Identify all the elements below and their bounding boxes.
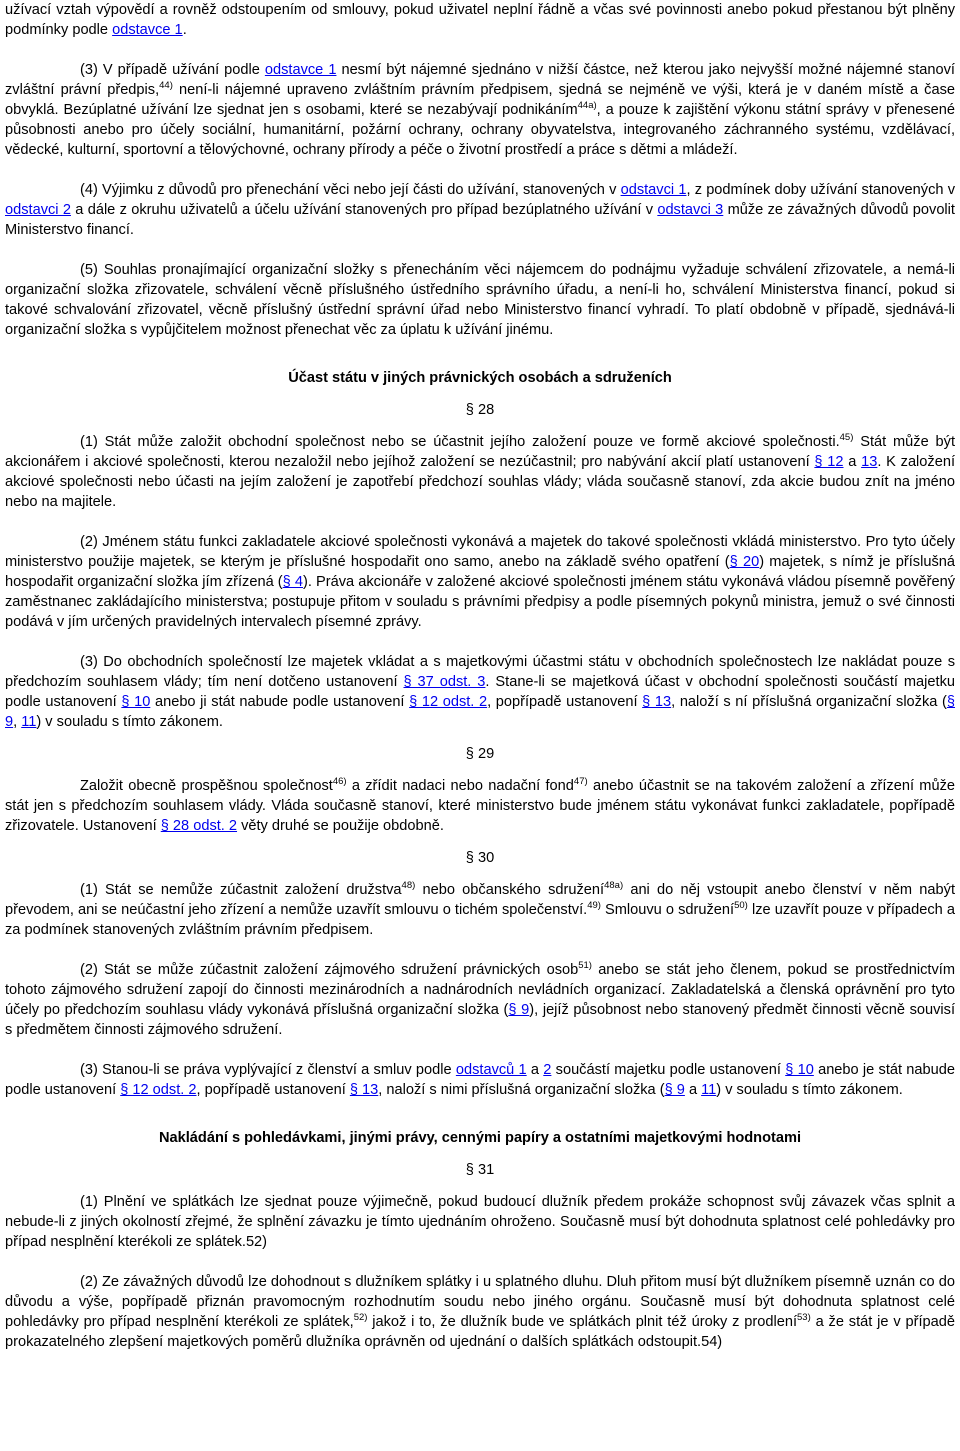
- link-par-10[interactable]: § 10: [121, 694, 151, 710]
- paragraph-30-2: [5, 960, 955, 1040]
- link-odstavci-1[interactable]: odstavci 1: [620, 182, 687, 198]
- text: věty druhé se použije obdobně.: [237, 818, 444, 834]
- text: ), jejíž působnost nebo stanovený předmět činnosti věcně souvisí s předmětem činnosti zájmového sdružení.: [5, 1002, 955, 1038]
- text: a: [526, 1062, 544, 1078]
- text: ). Práva akcionáře v založené akciové společnosti jménem státu vykonává vládou písemně pověřený zaměstnanec zakládajícího ministerstva; postupuje přitom v souladu s právními předpisy a podle písemných pokynů ministra, jemuž o své činnosti podává v jím určených pravidelných intervalech písemné zprávy.: [5, 574, 955, 630]
- text: , popřípadě ustanovení: [487, 694, 643, 710]
- footnote-ref: 46): [332, 776, 347, 787]
- text: , popřípadě ustanovení: [196, 1082, 350, 1098]
- paragraph-28-2: [5, 532, 955, 632]
- text: a dále z okruhu uživatelů a účelu užívání stanovených pro případ bezúplatného užívání v: [70, 202, 658, 218]
- text: (4) Výjimku z důvodů pro přenechání věci nebo její části do užívání, stanovených v: [80, 182, 621, 198]
- text: ) v souladu s tímto zákonem.: [36, 714, 223, 730]
- paragraph-27-4: [5, 180, 955, 240]
- link-par-11[interactable]: 11: [701, 1082, 717, 1098]
- text: (2) Ze závažných důvodů lze dohodnout s dlužníkem splátky i u splatného dluhu. Dluh přitom musí být dlužníkem písemně uznán co do důvodu a výše, popřípadě přiznán pravomocným rozhodnutím soudu nebo jiného orgánu. Současně musí být dohodnuta splatnost celé pohledávky pro případ nesplnění kterékoli ze splátek,: [5, 1274, 955, 1330]
- section-heading: Nakládání s pohledávkami, jinými právy, cennými papíry a ostatními majetkovými hodnotami: [158, 1130, 802, 1146]
- text: ,: [13, 714, 22, 730]
- text: anebo je stát nabude podle ustanovení: [5, 1062, 955, 1098]
- footnote-ref: 48a): [604, 880, 624, 891]
- link-par-28-2[interactable]: § 28 odst. 2: [160, 818, 238, 834]
- paragraph-29: [5, 776, 955, 836]
- link-par-9[interactable]: § 9: [508, 1002, 530, 1018]
- footnote-ref: 45): [839, 432, 854, 443]
- footnote-ref: 51): [578, 960, 592, 971]
- text: ) v souladu s tímto zákonem.: [716, 1082, 903, 1098]
- text: Založit obecně prospěšnou společnost: [80, 778, 333, 794]
- text: (1) Plnění ve splátkách lze sjednat pouze výjimečně, pokud budoucí dlužník předem prokáže schopnost svůj závazek včas splnit a nebude-li z jiných okolností zřejmé, že splnění závazku je tímto ujednáním ohroženo. Současně musí být dohodnuta splatnost celé pohledávky pro případ nesplnění kterékoli ze splátek.52): [5, 1194, 955, 1250]
- text: anebo účastnit se na takovém založení a zřízení může stát jen s předchozím souhlasem vlády. Vláda současně stanoví, které ministerstvo bude jménem státu vykonávat funkci zakladatele, popřípadě zřizovatele. Ustanovení: [5, 778, 955, 834]
- section-number-30: § 30: [465, 850, 495, 866]
- text: (3) V případě užívání podle: [80, 62, 265, 78]
- paragraph-30-3: [5, 1060, 955, 1100]
- text: užívací vztah výpovědí a rovněž odstoupením od smlouvy, pokud uživatel neplní řádně a včas své povinnosti anebo pokud přestanou být plněny podmínky podle: [5, 2, 955, 38]
- text: a: [843, 454, 862, 470]
- paragraph-intro: [5, 0, 955, 40]
- text: . K založení akciové společnosti nebo účasti na jejím založení je zapotřebí předchozí souhlas vlády; vláda současně stanoví, zda akcie budou znít na jméno nebo na majitele.: [5, 454, 956, 510]
- text: součástí majetku podle ustanovení: [551, 1062, 786, 1078]
- link-par-11[interactable]: 11: [21, 714, 37, 730]
- link-par-10[interactable]: § 10: [785, 1062, 814, 1078]
- text: ) majetek, s nímž je příslušná hospodařit organizační složka jím zřízená (: [5, 554, 955, 590]
- text: anebo se stát jeho členem, pokud se prostřednictvím tohoto zájmového sdružení zapojí do činnosti mezinárodních a nadnárodních nevládních organizací. Zakladatelská a členská oprávnění pro tyto účely po předchozím souhlasu vlády vykonává příslušná organizační složka (: [5, 962, 955, 1018]
- link-par-12-2[interactable]: § 12 odst. 2: [409, 694, 488, 710]
- paragraph-28-1: [5, 432, 955, 512]
- text: nebo občanského sdružení: [415, 882, 605, 898]
- footnote-ref: 52): [353, 1312, 368, 1323]
- footnote-ref: 47): [573, 776, 588, 787]
- text: a že stát je v případě prokazatelného zlepšení majetkových poměrů dlužníka oprávněn od ujednání o dalších splátkách odstoupit.54): [5, 1314, 955, 1350]
- section-number-28: § 28: [465, 402, 495, 418]
- text: není-li nájemné upraveno zvláštním právním předpisem, sjedná se nejméně ve výši, která je v daném místě a čase obvyklá. Bezúplatné užívání lze sjednat jen s osobami, které se nezabývají podnikáním: [5, 82, 955, 118]
- text: nesmí být nájemné sjednáno v nižší částce, než kterou jako nejvyšší možné nájemné stanoví zvláštní právní předpis,: [5, 62, 955, 98]
- text: může ze závažných důvodů povolit Ministerstvo financí.: [5, 202, 955, 238]
- paragraph-31-2: [5, 1272, 955, 1352]
- text: Smlouvu o sdružení: [600, 902, 735, 918]
- text: (1) Stát se nemůže zúčastnit založení družstva: [80, 882, 402, 898]
- paragraph-27-3: [5, 60, 955, 160]
- link-par-9[interactable]: § 9: [664, 1082, 685, 1098]
- link-odstavci-2[interactable]: odstavci 2: [5, 202, 71, 218]
- link-odstavci-3[interactable]: odstavci 3: [657, 202, 724, 218]
- text: ani do něj vstoupit anebo členství v něm nabýt převodem, ani se neúčastní jeho zřízení a nemůže uzavřít smlouvu o tichém společenství.: [5, 882, 955, 918]
- paragraph-31-1: [5, 1192, 955, 1252]
- link-par-4[interactable]: § 4: [282, 574, 304, 590]
- section-heading: Účast státu v jiných právnických osobách a sdruženích: [288, 370, 672, 386]
- text: , naloží s ní příslušná organizační složka (: [671, 694, 947, 710]
- link-par-37-3[interactable]: § 37 odst. 3: [403, 674, 486, 690]
- section-number-31: § 31: [465, 1162, 495, 1178]
- paragraph-28-3: [5, 652, 955, 732]
- text: a: [684, 1082, 702, 1098]
- text: (5) Souhlas pronajímající organizační složky s přenecháním věci nájemcem do podnájmu vyžaduje schválení zřizovatele, a nemá-li organizační složka zřizovatele, schválení věcně příslušného ústředního správního úřadu, a není-li ho, schválení Ministerstva financí, pokud si takové schvalování zřizovatel, věcně příslušný ústřední správní úřad nebo Ministerstvo financí vyhradí. To platí obdobně v případě, sjednává-li organizační složka s vypůjčitelem možnost přenechat věc za úplatu k užívání jinému.: [5, 262, 955, 338]
- footnote-ref: 49): [587, 900, 601, 911]
- footnote-ref: 53): [797, 1312, 811, 1323]
- text: lze uzavřít pouze v případech a za podmínek stanovených zvláštním právním předpisem.: [5, 902, 955, 938]
- text: (3) Stanou-li se práva vyplývající z členství a smluv podle: [80, 1062, 456, 1078]
- text: (1) Stát může založit obchodní společnost nebo se účastnit jejího založení pouze ve formě akciové společnosti.: [80, 434, 840, 450]
- link-par-12[interactable]: § 12: [814, 454, 844, 470]
- footnote-ref: 44): [159, 80, 173, 91]
- link-odstavce-1[interactable]: odstavce 1: [264, 62, 337, 78]
- text: (3) Do obchodních společností lze majetek vkládat a s majetkovými účastmi státu v obchodních společnostech lze nakládat pouze s předchozím souhlasem vlády; tím není dotčeno ustanovení: [5, 654, 955, 690]
- link-par-13[interactable]: § 13: [349, 1082, 379, 1098]
- text: anebo ji stát nabude podle ustanovení: [150, 694, 410, 710]
- link-par-13[interactable]: § 13: [642, 694, 672, 710]
- text: , z podmínek doby užívání stanovených v: [686, 182, 955, 198]
- link-par-9[interactable]: § 9: [5, 694, 955, 730]
- text: a zřídit nadaci nebo nadační fond: [346, 778, 574, 794]
- text: (2) Jménem státu funkci zakladatele akciové společnosti vykonává a majetek do takové společnosti vkládá ministerstvo. Pro tyto účely ministerstvo použije majetek, se kterým je příslušné hospodařit ono samo, anebo na základě svého opatření (: [5, 534, 955, 570]
- text: Stát může být akcionářem i akciové společnosti, kterou nezaložil nebo jejíhož založení se nezúčastnil; pro nabývání akcií platí ustanovení: [5, 434, 955, 470]
- footnote-ref: 50): [734, 900, 748, 911]
- link-par-13[interactable]: 13: [861, 454, 878, 470]
- paragraph-27-5: [5, 260, 955, 340]
- paragraph-30-1: [5, 880, 955, 940]
- link-odstavec-2[interactable]: 2: [543, 1062, 552, 1078]
- link-odstavcu-1[interactable]: odstavců 1: [455, 1062, 527, 1078]
- section-number-29: § 29: [465, 746, 495, 762]
- link-odstavce-1[interactable]: odstavce 1: [112, 22, 183, 38]
- footnote-ref: 44a): [577, 100, 597, 111]
- text: (2) Stát se může zúčastnit založení zájmového sdružení právnických osob: [80, 962, 579, 978]
- text: . Stane-li se majetková účast v obchodní společnosti součástí majetku podle ustanovení: [5, 674, 955, 710]
- footnote-ref: 48): [401, 880, 416, 891]
- text: , naloží s nimi příslušná organizační složka (: [378, 1082, 665, 1098]
- text: .: [182, 22, 187, 38]
- link-par-12-2[interactable]: § 12 odst. 2: [120, 1082, 197, 1098]
- link-par-20[interactable]: § 20: [729, 554, 760, 570]
- text: jakož i to, že dlužník bude ve splátkách plnit též úroky z prodlení: [367, 1314, 798, 1330]
- text: , a pouze k zajištění výkonu státní správy v přenesené působnosti anebo pro účely sociální, humanitární, požární ochrany, ochrany obyvatelstva, integrovaného záchranného systému, vzdělávací, vědecké, kulturní, sportovní a tělovýchovné, ochrany přírody a péče o životní prostředí a práce s dětmi a mládeží.: [5, 102, 955, 158]
